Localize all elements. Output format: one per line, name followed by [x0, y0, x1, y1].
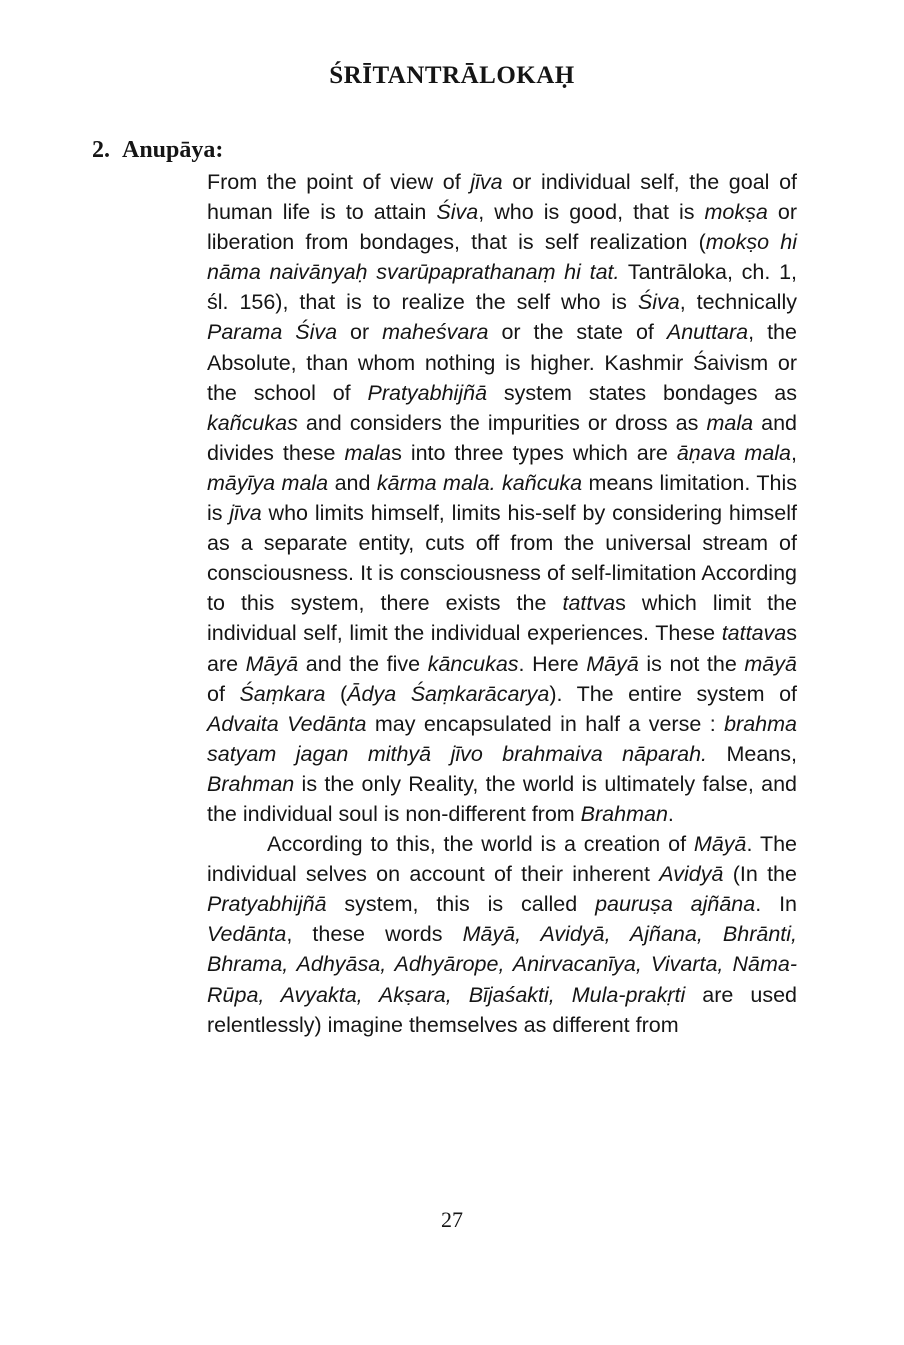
- italic-term: Brahman: [580, 801, 668, 826]
- text-run: and considers the impurities or dross as: [297, 410, 707, 435]
- italic-term: Pratyabhijñā: [367, 380, 488, 405]
- text-run: or liberation from bondages, that is self realization (: [207, 200, 797, 255]
- italic-term: jīva: [470, 170, 503, 194]
- text-run: means limitation. This is: [207, 470, 797, 526]
- text-run: or individual self, the goal of human life is to attain: [207, 170, 797, 225]
- italic-term: Advaita Vedānta: [207, 711, 367, 736]
- italic-term: mala: [706, 410, 754, 435]
- text-run: . The individual selves on account of their inherent: [207, 832, 797, 887]
- text-run: and divides these: [207, 410, 797, 465]
- section-heading: [92, 137, 223, 164]
- italic-term: āṇava mala: [676, 440, 792, 465]
- text-run: or the state of: [488, 320, 667, 345]
- text-run: . In: [755, 892, 798, 917]
- text-run: , these words: [286, 922, 463, 947]
- italic-term: Śaṃkara: [239, 681, 326, 706]
- italic-term: Śiva: [637, 290, 680, 315]
- page-number: 27: [441, 1207, 463, 1232]
- italic-term: maheśvara: [382, 320, 489, 345]
- text-run: is not the: [638, 651, 745, 676]
- text-run: and the five: [298, 651, 428, 676]
- text-run: s are: [207, 621, 797, 676]
- text-run: and: [328, 470, 377, 495]
- italic-term: mala: [344, 440, 392, 465]
- text-run: , who is good, that is: [478, 200, 705, 225]
- section-number: 2.: [92, 137, 110, 163]
- italic-term: māyā: [744, 651, 797, 676]
- text-run: Means,: [707, 741, 797, 766]
- text-run: system states bondages as: [487, 380, 797, 405]
- text-run: , technically: [679, 290, 797, 315]
- text-run: (: [325, 681, 348, 706]
- italic-term: Māyā: [245, 651, 299, 676]
- italic-term: Ādya Śaṃkarācarya: [347, 681, 550, 706]
- italic-term: pauruṣa ajñāna: [595, 892, 756, 917]
- italic-term: kāncukas: [427, 651, 519, 676]
- text-run: who limits himself, limits his-self by considering himself as a separate entity, cuts off from the universal stream of consciousness. It is consciousness of self-limitation According to this system, there exists the: [207, 501, 798, 616]
- running-head: ŚRĪTANTRĀLOKAḤ: [329, 62, 575, 89]
- italic-term: māyīya mala: [207, 470, 329, 495]
- italic-term: kārma mala. kañcuka: [376, 470, 583, 495]
- text-run: (In the: [723, 862, 797, 887]
- italic-term: Māyā: [693, 832, 747, 857]
- text-run: Tantrāloka, ch. 1, śl. 156), that is to realize the self who is: [207, 260, 797, 315]
- italic-term: Parama Śiva: [207, 320, 338, 345]
- section-title: Anupāya:: [122, 137, 224, 163]
- italic-term: Śiva: [436, 200, 479, 225]
- italic-term: Māyā, Avidyā, Ajñana, Bhrānti, Bhrama, Adhyāsa, Adhyārope, Anirvacanīya, Vivarta, Nāma-Rūpa, Avyakta, Akṣara, Bījaśakti, Mula-prakṛti: [207, 922, 797, 1007]
- body-text: [207, 167, 797, 1040]
- italic-term: kañcukas: [207, 410, 298, 435]
- text-run: ,: [791, 440, 797, 465]
- italic-term: Vedānta: [207, 922, 287, 947]
- italic-term: Brahman: [207, 771, 295, 796]
- paragraph: [207, 829, 797, 1040]
- italic-term: Avidyā: [659, 862, 724, 887]
- text-run: From the point of view of: [207, 170, 471, 194]
- text-run: . Here: [518, 651, 587, 676]
- text-run: of: [207, 681, 240, 706]
- text-run: ). The entire system of: [549, 681, 797, 706]
- text-run: system, this is called: [326, 892, 596, 917]
- italic-term: tattava: [721, 621, 787, 646]
- italic-term: mokṣo hi nāma naivānyaḥ svarūpaprathanaṃ hi tat.: [207, 230, 797, 285]
- italic-term: mokṣa: [704, 200, 768, 225]
- italic-term: jīva: [229, 501, 262, 526]
- text-run: s which limit the individual self, limit the individual experiences. These: [207, 591, 797, 646]
- text-run: s into three types which are: [391, 440, 677, 465]
- text-run: , the Absolute, than whom nothing is higher. Kashmir Śaivism or the school of: [207, 320, 797, 405]
- italic-term: Māyā: [586, 651, 639, 676]
- text-run: or: [337, 320, 383, 345]
- text-run: is the only Reality, the world is ultimately false, and the individual soul is non-different from: [207, 771, 797, 826]
- italic-term: Anuttara: [666, 320, 749, 345]
- paragraph: [207, 167, 797, 829]
- italic-term: brahma satyam jagan mithyā jīvo brahmaiva nāparah.: [207, 711, 797, 766]
- italic-term: Pratyabhijñā: [207, 892, 327, 917]
- text-run: .: [667, 801, 674, 826]
- italic-term: tattva: [562, 591, 616, 616]
- text-run: may encapsulated in half a verse :: [366, 711, 725, 736]
- text-run: are used relentlessly) imagine themselves as different from: [207, 982, 797, 1037]
- text-run: According to this, the world is a creation of: [267, 832, 694, 857]
